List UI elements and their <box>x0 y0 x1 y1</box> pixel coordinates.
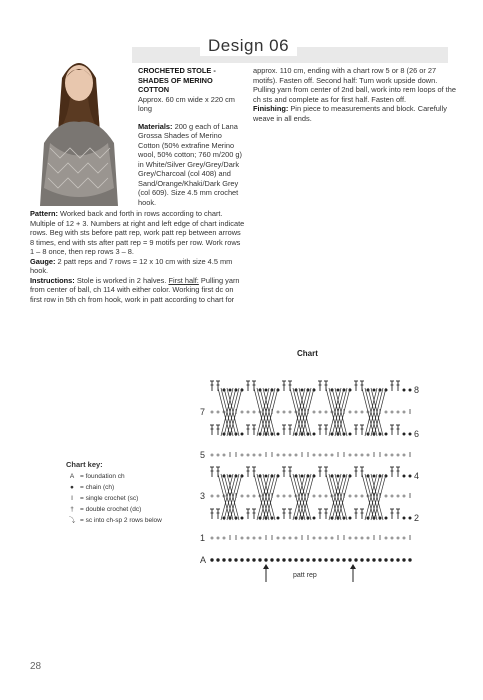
chain-dot <box>313 495 316 498</box>
chain-dot <box>319 537 322 540</box>
row-label-right: 6 <box>414 429 420 439</box>
chain-dot <box>223 537 226 540</box>
crochet-chart <box>196 360 426 588</box>
chain-dot <box>325 495 328 498</box>
chart-key-title: Chart key: <box>66 460 103 469</box>
chain-dot <box>409 433 412 436</box>
chain-dot <box>229 475 232 478</box>
foundation-chain-dot <box>306 558 309 561</box>
sc-below-symbol: ⤵ <box>68 517 76 524</box>
chain-dot <box>313 433 316 436</box>
gauge-paragraph: Gauge: 2 patt reps and 7 rows = 12 x 10 cm with size 4.5 mm hook. <box>30 256 233 275</box>
row-label-right: 8 <box>414 385 420 395</box>
chain-dot <box>283 454 286 457</box>
key-item-sc: I = single crochet (sc) <box>66 493 206 504</box>
chain-dot <box>217 411 220 414</box>
chain-dot <box>211 411 214 414</box>
lattice-line <box>218 388 230 436</box>
chain-dot <box>325 411 328 414</box>
chain-dot <box>385 517 388 520</box>
foundation-chain-dot <box>246 558 249 561</box>
chain-dot <box>289 454 292 457</box>
chart-svg <box>196 360 426 588</box>
chain-dot <box>253 411 256 414</box>
foundation-chain-dot <box>270 558 273 561</box>
chain-dot <box>409 517 412 520</box>
chain-dot <box>289 537 292 540</box>
chain-dot <box>403 454 406 457</box>
materials-paragraph <box>138 122 245 208</box>
lattice-line <box>218 474 230 520</box>
lattice-line <box>266 388 278 436</box>
pattern-paragraph: Pattern: Worked back and forth in rows according to chart. Multiple of 12 + 3. Numbers at right and left edge of chart indicate rows. Beg with sts before patt rep, work patt rep between arrows 8 times, end with sts after patt rep = 9 motifs per row. Work rows 1 – 8 once, then rep rows 3 – 8. <box>30 209 245 256</box>
chain-dot <box>301 389 304 392</box>
chain-dot <box>403 475 406 478</box>
chain-dot <box>217 454 220 457</box>
single-crochet-symbol: I <box>71 495 73 502</box>
chain-dot <box>409 475 412 478</box>
materials-text: 200 g each of Lana Grossa Shades of Merino Cotton (50% extrafine Merino wool, 50% cotton; 760 m/200 g) in White/Silver Grey/Grey/Dark Grey/Charcoal (col 408) and Sand/Orange/Khaki/Dark Grey (col 609). Size 4.5 mm crochet hook. <box>138 121 242 207</box>
lattice-line <box>302 388 314 436</box>
patt-rep-arrowhead <box>263 564 269 569</box>
chain-dot <box>403 411 406 414</box>
project-name: CROCHETED STOLE - SHADES OF MERINO COTTON <box>138 66 216 94</box>
chain-dot <box>337 389 340 392</box>
row-label-left: 5 <box>200 450 206 460</box>
key-item-chain: ● = chain (ch) <box>66 482 206 493</box>
chain-dot <box>361 495 364 498</box>
chain-dot <box>277 433 280 436</box>
lattice-line <box>254 388 266 436</box>
chain-dot <box>349 411 352 414</box>
chain-dot <box>373 389 376 392</box>
chain-dot <box>259 454 262 457</box>
chain-dot <box>349 517 352 520</box>
chain-dot <box>211 495 214 498</box>
chain-dot <box>283 495 286 498</box>
chain-dot <box>331 537 334 540</box>
row-label-right: 4 <box>414 471 420 481</box>
chain-dot <box>319 411 322 414</box>
chain-dot <box>253 454 256 457</box>
chain-dot <box>337 475 340 478</box>
chain-dot <box>241 517 244 520</box>
chain-dot <box>397 537 400 540</box>
lattice-line <box>326 474 338 520</box>
chain-dot <box>247 537 250 540</box>
page-number: 28 <box>30 661 42 672</box>
chain-dot <box>397 454 400 457</box>
model-photo <box>30 38 128 206</box>
chain-dot <box>313 517 316 520</box>
foundation-chain-dot <box>222 558 225 561</box>
lattice-line <box>302 474 314 520</box>
foundation-chain-dot <box>252 558 255 561</box>
chain-dot <box>361 537 364 540</box>
chain-dot <box>403 389 406 392</box>
chain-dot <box>259 537 262 540</box>
chain-dot <box>229 389 232 392</box>
foundation-chain-dot <box>300 558 303 561</box>
lattice-line <box>338 388 350 436</box>
chain-dot <box>301 475 304 478</box>
chain-dot <box>355 454 358 457</box>
foundation-chain-dot <box>258 558 261 561</box>
chain-dot <box>247 454 250 457</box>
lattice-line <box>290 388 302 436</box>
chain-dot <box>247 411 250 414</box>
chain-dot <box>361 454 364 457</box>
chain-dot <box>331 454 334 457</box>
chain-dot <box>385 495 388 498</box>
foundation-chain-dot <box>390 558 393 561</box>
lattice-line <box>338 474 350 520</box>
chain-dot <box>253 537 256 540</box>
chain-dot <box>265 389 268 392</box>
chain-dot <box>319 454 322 457</box>
chain-dot <box>277 411 280 414</box>
key-item-sc-below: ⤵ = sc into ch-sp 2 rows below <box>66 515 206 526</box>
chain-dot <box>385 454 388 457</box>
key-item-foundation: A = foundation ch <box>66 471 206 482</box>
foundation-chain-dot <box>372 558 375 561</box>
chain-dot <box>403 517 406 520</box>
row-label-left: 1 <box>200 533 206 543</box>
lattice-line <box>290 474 302 520</box>
chain-dot <box>355 537 358 540</box>
chain-dot <box>391 411 394 414</box>
foundation-chain-dot <box>276 558 279 561</box>
right-column-text <box>253 66 459 123</box>
intro-text <box>138 66 245 207</box>
foundation-chain-dot <box>264 558 267 561</box>
chain-dot <box>391 454 394 457</box>
chain-symbol: ● <box>70 484 74 491</box>
chain-dot <box>391 495 394 498</box>
lattice-line <box>374 388 386 436</box>
lattice-line <box>230 474 242 520</box>
chain-dot <box>289 495 292 498</box>
chain-dot <box>253 495 256 498</box>
chain-dot <box>355 495 358 498</box>
chain-dot <box>403 495 406 498</box>
chain-dot <box>319 495 322 498</box>
patt-rep-label: patt rep <box>293 572 317 579</box>
model-photo-illustration <box>30 38 128 206</box>
chain-dot <box>241 411 244 414</box>
chain-dot <box>349 454 352 457</box>
chain-dot <box>313 411 316 414</box>
foundation-chain-dot <box>360 558 363 561</box>
double-crochet-symbol: † <box>70 506 74 513</box>
chain-dot <box>313 537 316 540</box>
chain-dot <box>295 537 298 540</box>
row-label-left: 3 <box>200 491 206 501</box>
foundation-chain-dot <box>348 558 351 561</box>
chain-dot <box>355 411 358 414</box>
instructions-text <box>30 209 245 304</box>
lattice-line <box>362 388 374 436</box>
chart-title: Chart <box>297 349 318 358</box>
design-header <box>132 34 448 62</box>
project-size: Approx. 60 cm wide x 220 cm long <box>138 94 235 113</box>
foundation-chain-dot <box>408 558 411 561</box>
instructions-paragraph: Instructions: Stole is worked in 2 halves. First half: Pulling yarn from center of ball, ch 114 with either color. Working first dc on first row in 5th ch from hook, work in patt according to chart for <box>30 275 240 304</box>
finishing-paragraph: Finishing: Pin piece to measurements and block. Carefully weave in all ends. <box>253 104 447 123</box>
chain-dot <box>223 454 226 457</box>
foundation-chain-dot <box>282 558 285 561</box>
chain-dot <box>349 537 352 540</box>
chain-dot <box>385 433 388 436</box>
chain-dot <box>397 495 400 498</box>
chain-dot <box>385 411 388 414</box>
foundation-chain-dot <box>378 558 381 561</box>
chain-dot <box>325 454 328 457</box>
chain-dot <box>367 454 370 457</box>
foundation-chain-dot <box>210 558 213 561</box>
foundation-chain-dot <box>234 558 237 561</box>
chain-dot <box>295 454 298 457</box>
foundation-chain-dot <box>366 558 369 561</box>
chain-dot <box>325 537 328 540</box>
lattice-line <box>362 474 374 520</box>
foundation-chain-dot <box>228 558 231 561</box>
patt-rep-arrowhead <box>350 564 356 569</box>
lattice-line <box>326 388 338 436</box>
foundation-chain-dot <box>294 558 297 561</box>
chain-dot <box>211 537 214 540</box>
chain-dot <box>277 495 280 498</box>
chain-dot <box>241 454 244 457</box>
materials-label: Materials: <box>138 121 173 131</box>
lattice-line <box>254 474 266 520</box>
row-label-left: A <box>200 555 207 565</box>
chain-dot <box>283 411 286 414</box>
foundation-chain-dot <box>384 558 387 561</box>
foundation-chain-dot <box>336 558 339 561</box>
chain-dot <box>361 411 364 414</box>
chain-dot <box>289 411 292 414</box>
foundation-chain-dot <box>396 558 399 561</box>
foundation-chain-dot <box>288 558 291 561</box>
chain-dot <box>397 411 400 414</box>
chain-dot <box>313 454 316 457</box>
chain-dot <box>391 537 394 540</box>
chain-dot <box>277 517 280 520</box>
chain-dot <box>367 537 370 540</box>
foundation-chain-dot <box>324 558 327 561</box>
key-item-dc: † = double crochet (dc) <box>66 504 206 515</box>
chain-dot <box>409 389 412 392</box>
row-label-right: 2 <box>414 513 420 523</box>
lattice-line <box>230 388 242 436</box>
chain-dot <box>403 537 406 540</box>
chain-dot <box>385 537 388 540</box>
row-label-left: 7 <box>200 407 206 417</box>
foundation-chain-symbol: A <box>69 473 75 480</box>
foundation-chain-dot <box>318 558 321 561</box>
chain-dot <box>283 537 286 540</box>
chain-dot <box>241 537 244 540</box>
foundation-chain-dot <box>216 558 219 561</box>
chain-dot <box>217 537 220 540</box>
chain-dot <box>211 454 214 457</box>
chain-dot <box>349 495 352 498</box>
chain-dot <box>265 475 268 478</box>
design-title: Design 06 <box>200 36 297 56</box>
foundation-chain-dot <box>240 558 243 561</box>
lattice-line <box>266 474 278 520</box>
chain-dot <box>217 495 220 498</box>
foundation-chain-dot <box>312 558 315 561</box>
foundation-chain-dot <box>330 558 333 561</box>
chart-key <box>66 459 206 526</box>
chain-dot <box>247 495 250 498</box>
chain-dot <box>373 475 376 478</box>
continuation-paragraph: approx. 110 cm, ending with a chart row 5 or 8 (26 or 27 motifs). Fasten off. Second half: Turn work upside down. Pulling yarn from center of 2nd ball, work into rem loops of the ch sts and complete as for first half. Fasten off. <box>253 66 456 104</box>
foundation-chain-dot <box>342 558 345 561</box>
chain-dot <box>241 433 244 436</box>
chain-dot <box>403 433 406 436</box>
chain-dot <box>349 433 352 436</box>
foundation-chain-dot <box>354 558 357 561</box>
chain-dot <box>241 495 244 498</box>
lattice-line <box>374 474 386 520</box>
chain-dot <box>277 454 280 457</box>
foundation-chain-dot <box>402 558 405 561</box>
chain-dot <box>277 537 280 540</box>
